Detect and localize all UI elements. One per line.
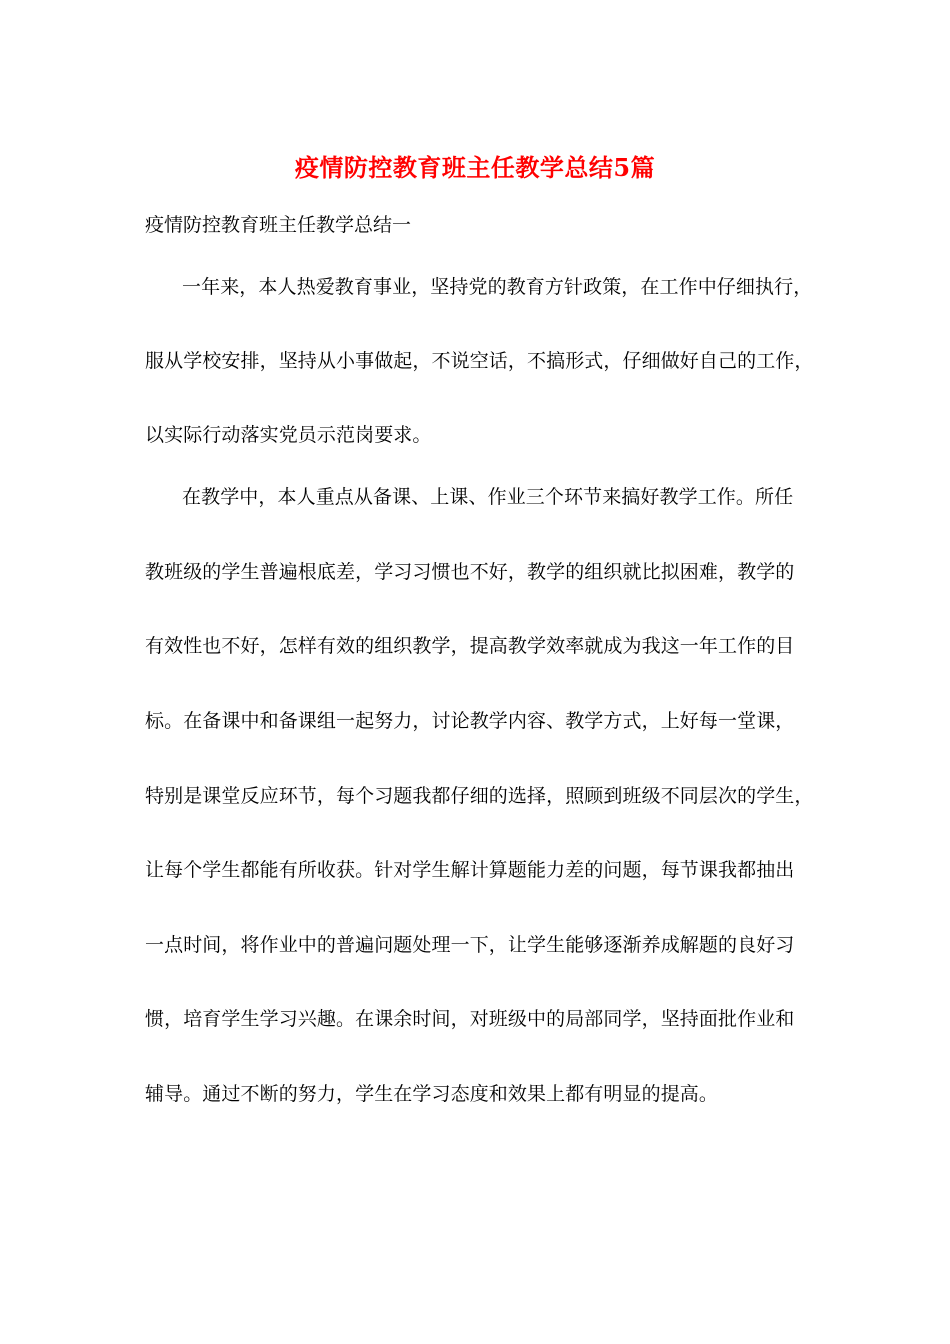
paragraph-line: 惯，培育学生学习兴趣。在课余时间，对班级中的局部同学，坚持面批作业和 [145, 1008, 795, 1030]
paragraph-line: 一点时间，将作业中的普遍问题处理一下，让学生能够逐渐养成解题的良好习 [145, 934, 795, 956]
paragraph-line: 一年来，本人热爱教育事业，坚持党的教育方针政策，在工作中仔细执行， [182, 276, 813, 298]
paragraph-line: 有效性也不好，怎样有效的组织教学，提高教学效率就成为我这一年工作的目 [145, 635, 795, 657]
paragraph-line: 以实际行动落实党员示范岗要求。 [145, 424, 432, 446]
paragraph-line: 辅导。通过不断的努力，学生在学习态度和效果上都有明显的提高。 [145, 1083, 719, 1105]
paragraph-line: 特别是课堂反应环节，每个习题我都仔细的选择，照顾到班级不同层次的学生， [145, 785, 814, 807]
paragraph-line: 在教学中，本人重点从备课、上课、作业三个环节来搞好教学工作。所任 [182, 486, 794, 508]
section-heading: 疫情防控教育班主任教学总结一 [145, 214, 412, 236]
document-title: 疫情防控教育班主任教学总结5篇 [294, 153, 656, 182]
paragraph-line: 标。在备课中和备课组一起努力，讨论教学内容、教学方式，上好每一堂课， [145, 710, 795, 732]
paragraph-line: 服从学校安排，坚持从小事做起，不说空话，不搞形式，仔细做好自己的工作， [145, 350, 814, 372]
paragraph-line: 让每个学生都能有所收获。针对学生解计算题能力差的问题，每节课我都抽出 [145, 859, 795, 881]
paragraph-line: 教班级的学生普遍根底差，学习习惯也不好，教学的组织就比拟困难，教学的 [145, 561, 795, 583]
